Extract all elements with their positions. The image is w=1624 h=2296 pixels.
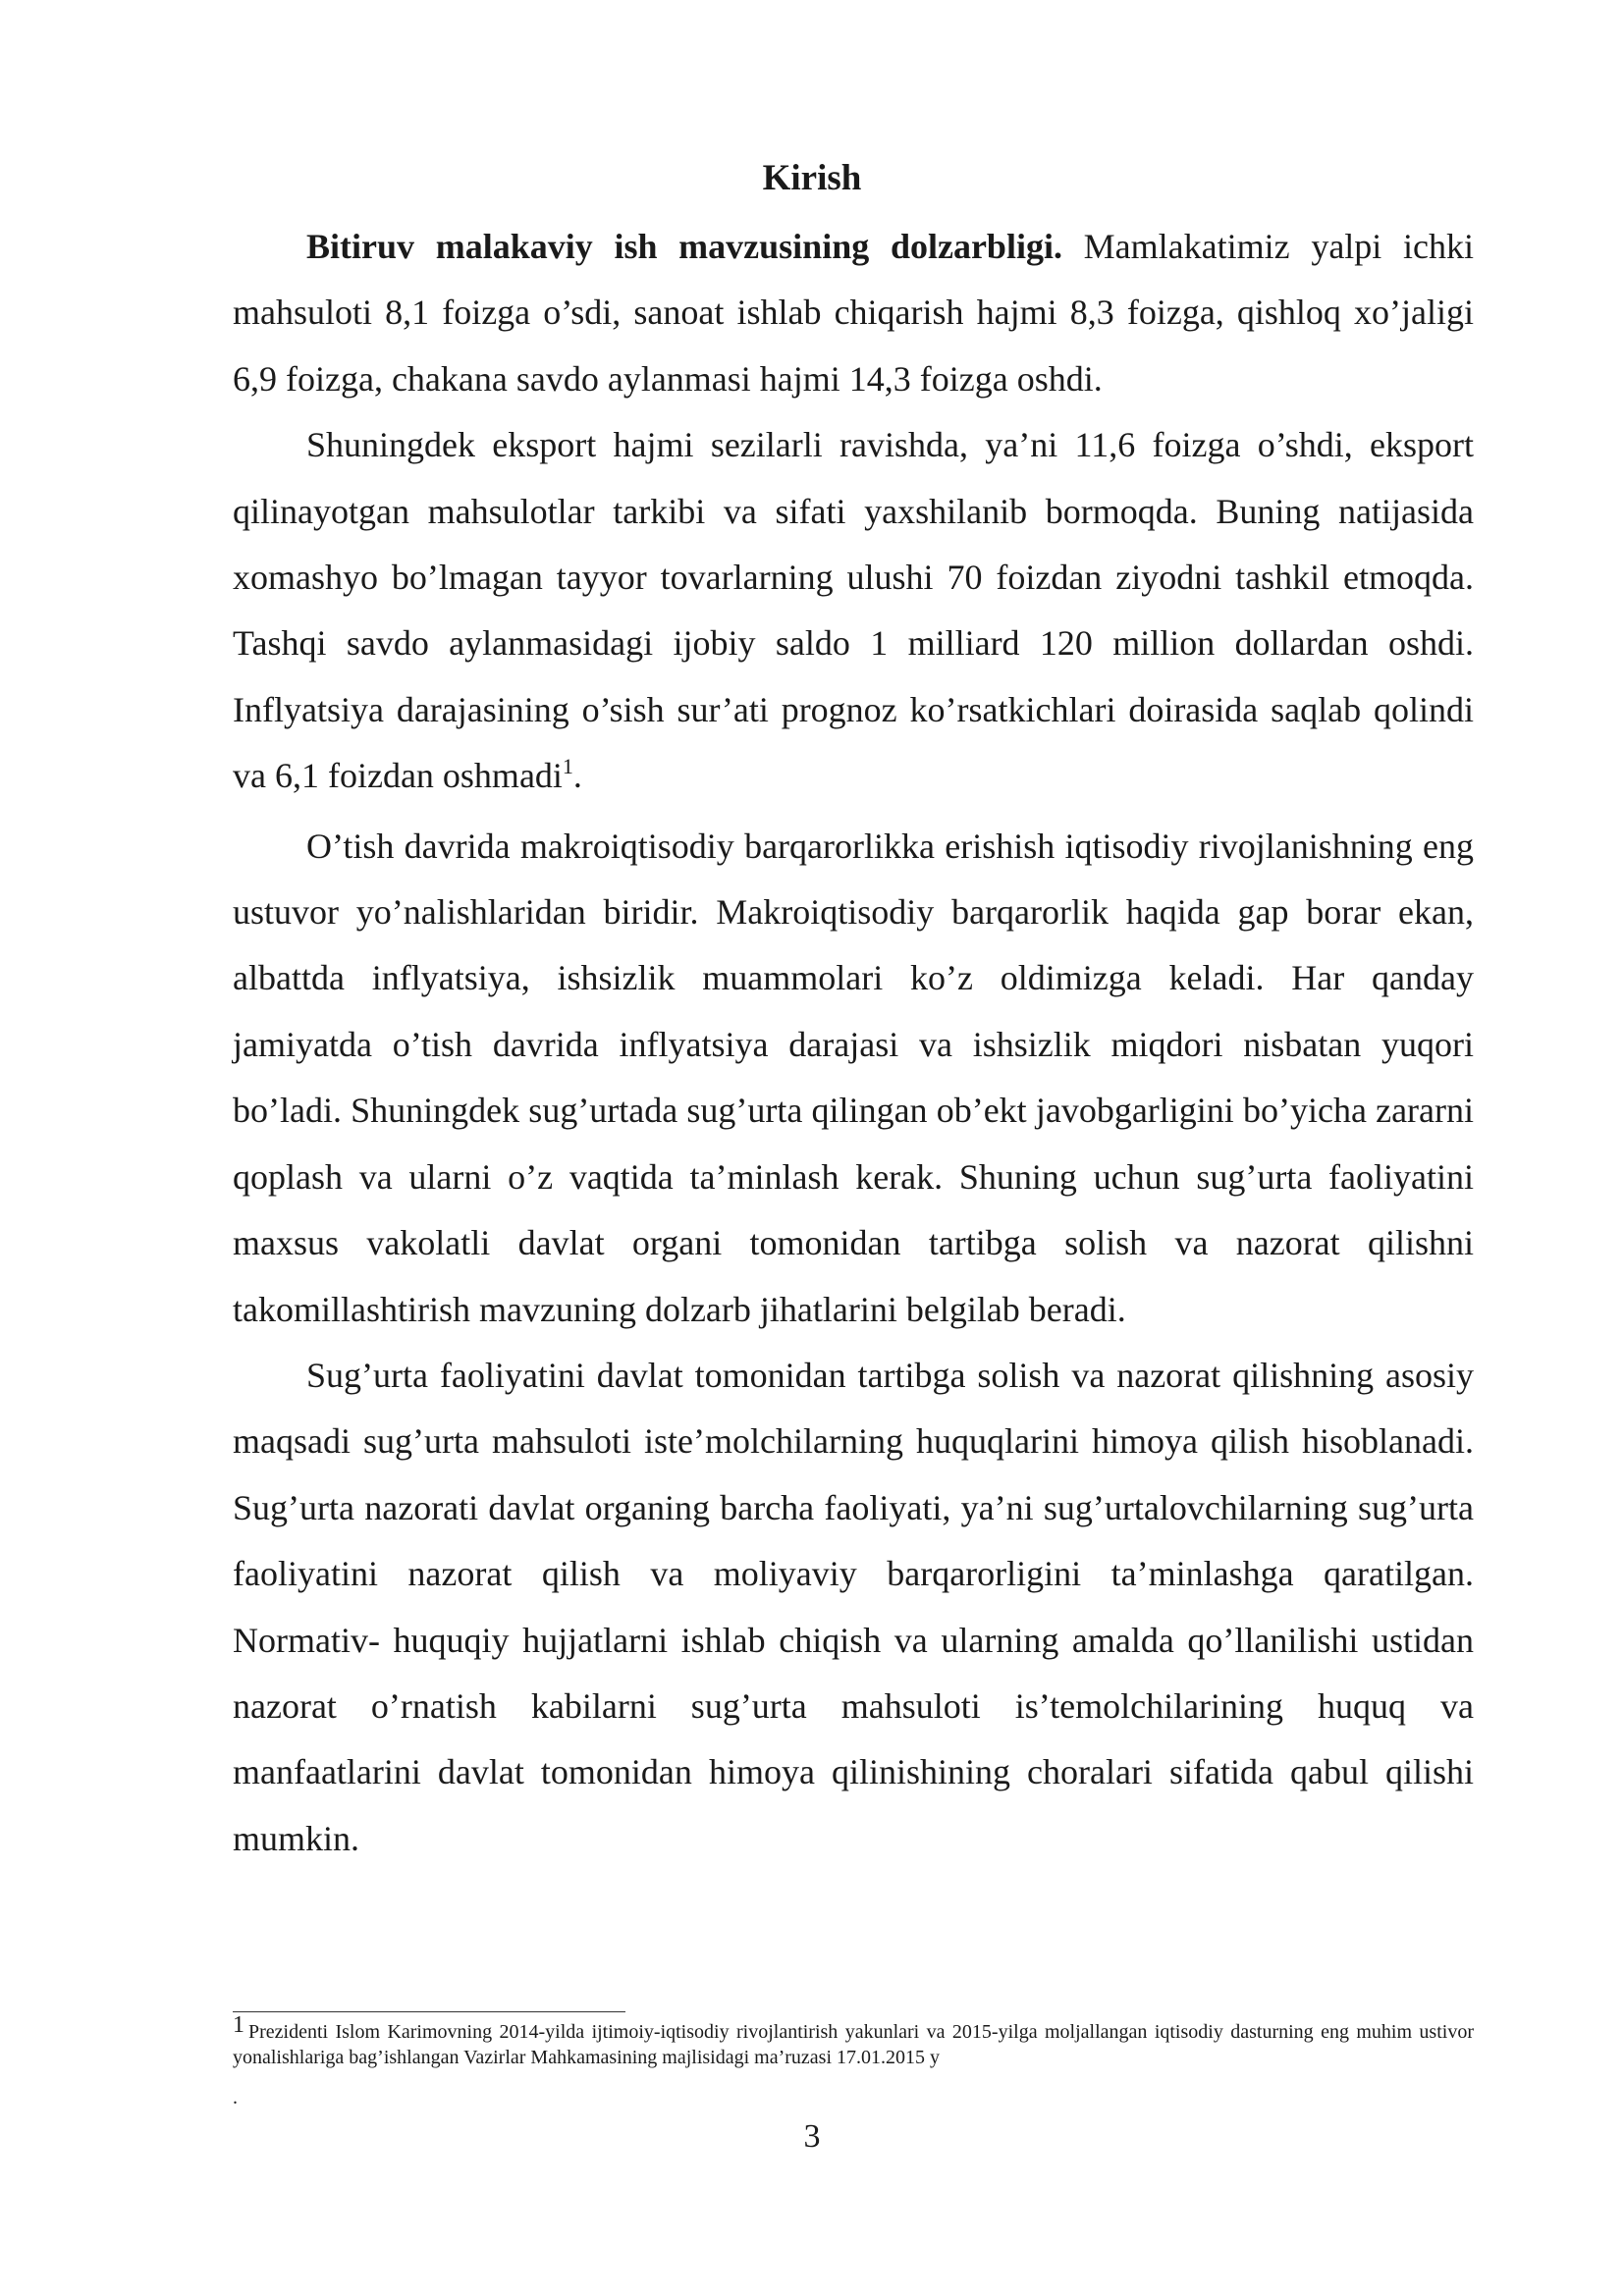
paragraph-3 bbox=[233, 814, 1474, 1343]
paragraph-text: O’tish davrida makroiqtisodiy barqarorlikka erishish iqtisodiy rivojlanishning eng ustuvor yo’nalishlaridan biridir. Makroiqtisodiy barqarorlik haqida gap borar ekan, albattda inflyatsiya, ishsizlik muammolari ko’z oldimizga keladi. Har qanday jamiyatda o’tish davrida inflyatsiya darajasi va ishsizlik miqdori nisbatan yuqori bo’ladi. Shuningdek sug’urtada sug’urta qilingan ob’ekt javobgarligini bo’yicha zararni qoplash va ularni o’z vaqtida ta’minlash kerak. Shuning uchun sug’urta faoliyatini maxsus vakolatli davlat organi tomonidan tartibga solish va nazorat qilishni takomillashtirish mavzuning dolzarb jihatlarini belgilab beradi. bbox=[233, 826, 1474, 1329]
footnote-reference[interactable]: 1 bbox=[562, 754, 573, 779]
paragraph-text: Shuningdek eksport hajmi sezilarli ravishda, ya’ni 11,6 foizga o’shdi, eksport qilinayotgan mahsulotlar tarkibi va sifati yaxshilanib bormoqda. Buning natijasida xomashyo bo’lmagan tayyor tovarlarning ulushi 70 foizdan ziyodni tashkil etmoqda. Tashqi savdo aylanmasidagi ijobiy saldo 1 milliard 120 million dollardan oshdi. Inflyatsiya darajasining o’sish sur’ati prognoz ko’rsatkichlari doirasida saqlab qolindi va 6,1 foizdan oshmadi bbox=[233, 425, 1474, 796]
paragraph-text: Mamlakatimiz yalpi ichki mahsuloti 8,1 foizga o’sdi, sanoat ishlab chiqarish hajmi 8,3 foizga, qishloq xo’jaligi 6,9 foizga, chakana savdo aylanmasi hajmi 14,3 foizga oshdi. bbox=[233, 227, 1474, 399]
footnote-text: Prezidenti Islom Karimovning 2014-yilda ijtimoiy-iqtisodiy rivojlantirish yakunlari va 2015-yilga moljallangan iqtisodiy dasturning eng muhim ustivor yonalishlariga bag’ishlangan Vazirlar Mahkamasining majlisidagi ma’ruzasi 17.01.2015 y bbox=[233, 2021, 1474, 2068]
page-number: 3 bbox=[803, 2118, 821, 2155]
paragraph-lead-bold: Bitiruv malakaviy ish mavzusining dolzarbligi. bbox=[306, 227, 1062, 266]
paragraph-1 bbox=[233, 214, 1474, 412]
paragraph-text-end: . bbox=[572, 756, 582, 796]
page-title: Kirish bbox=[762, 158, 862, 198]
body-text bbox=[233, 214, 1474, 1872]
footnote-separator bbox=[233, 2011, 625, 2012]
paragraph-4 bbox=[233, 1343, 1474, 1872]
footnote bbox=[233, 2012, 1474, 2070]
paragraph-2 bbox=[233, 412, 1474, 813]
footnote-trailing-mark: . bbox=[233, 2087, 238, 2109]
paragraph-text: Sug’urta faoliyatini davlat tomonidan tartibga solish va nazorat qilishning asosiy maqsadi sug’urta mahsuloti iste’molchilarning huquqlarini himoya qilish hisoblanadi. Sug’urta nazorati davlat organing barcha faoliyati, ya’ni sug’urtalovchilarning sug’urta faoliyatini nazorat qilish va moliyaviy barqarorligini ta’minlashga qaratilgan. Normativ- huquqiy hujjatlarni ishlab chiqish va ularning amalda qo’llanilishi ustidan nazorat o’rnatish kabilarni sug’urta mahsuloti is’temolchilarining huquq va manfaatlarini davlat tomonidan himoya qilinishining choralari sifatida qabul qilishi mumkin. bbox=[233, 1355, 1474, 1858]
footnote-number: 1 bbox=[233, 2012, 244, 2038]
